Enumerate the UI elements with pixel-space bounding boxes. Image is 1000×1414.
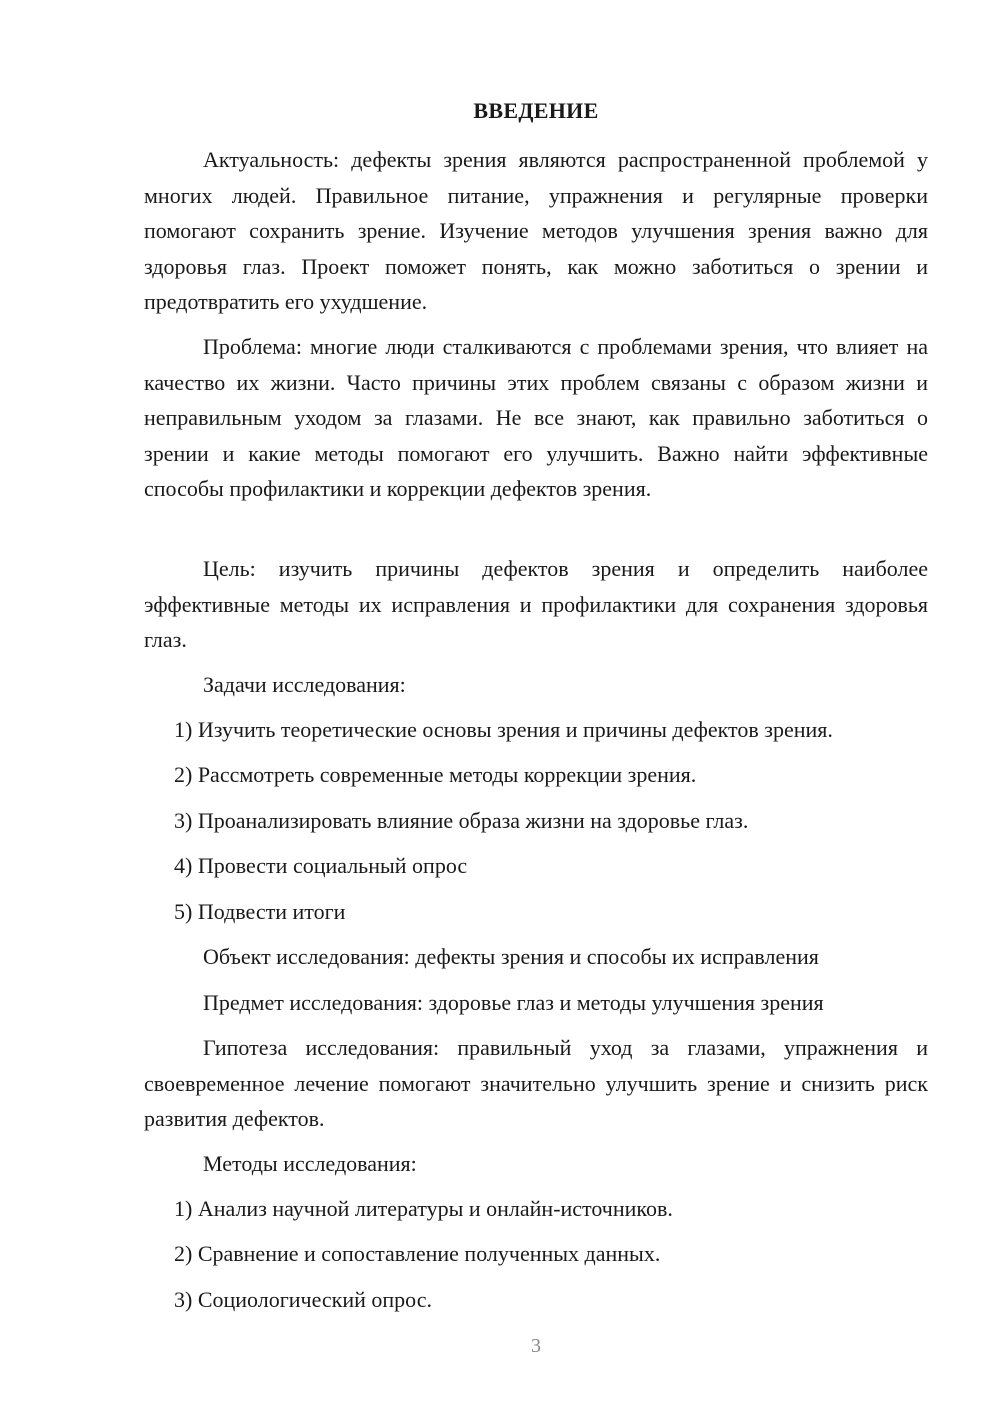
task-item: 3) Проанализировать влияние образа жизни на здоровье глаз.: [174, 808, 749, 833]
problem-paragraph: Проблема: многие люди сталкиваются с проблемами зрения, что влияет на качество их жизни. Часто причины этих проблем связаны с образом жизни и неправильным уходом за глазами. Не все знают, как правильно заботиться о зрении и какие методы помогают его улучшить. Важно найти эффективные способы профилактики и коррекции дефектов зрения.: [144, 334, 928, 502]
task-item: 1) Изучить теоретические основы зрения и причины дефектов зрения.: [174, 717, 833, 742]
task-item: 4) Провести социальный опрос: [174, 853, 468, 878]
method-item: 2) Сравнение и сопоставление полученных данных.: [174, 1241, 661, 1266]
page-title: ВВЕДЕНИЕ: [473, 98, 599, 123]
goal-paragraph: Цель: изучить причины дефектов зрения и определить наиболее эффективные методы их исправления и профилактики для сохранения здоровья глаз.: [144, 556, 928, 653]
relevance-paragraph: Актуальность: дефекты зрения являются распространенной проблемой у многих людей. Правильное питание, упражнения и регулярные проверки помогают сохранить зрение. Изучение методов улучшения зрения важно для здоровья глаз. Проект поможет понять, как можно заботиться о зрении и предотвратить его ухудшение.: [144, 147, 928, 315]
method-item: 1) Анализ научной литературы и онлайн-источников.: [174, 1196, 673, 1221]
method-item: 3) Социологический опрос.: [174, 1287, 432, 1312]
task-item: 5) Подвести итоги: [174, 899, 346, 924]
object-line: Объект исследования: дефекты зрения и способы их исправления: [203, 944, 819, 969]
hypothesis-paragraph: Гипотеза исследования: правильный уход за глазами, упражнения и своевременное лечение помогают значительно улучшить зрение и снизить риск развития дефектов.: [144, 1035, 928, 1132]
tasks-heading: Задачи исследования:: [203, 672, 406, 697]
methods-heading: Методы исследования:: [203, 1151, 417, 1176]
task-item: 2) Рассмотреть современные методы коррекции зрения.: [174, 762, 697, 787]
subject-line: Предмет исследования: здоровье глаз и методы улучшения зрения: [203, 990, 824, 1015]
page-number: 3: [531, 1335, 541, 1357]
